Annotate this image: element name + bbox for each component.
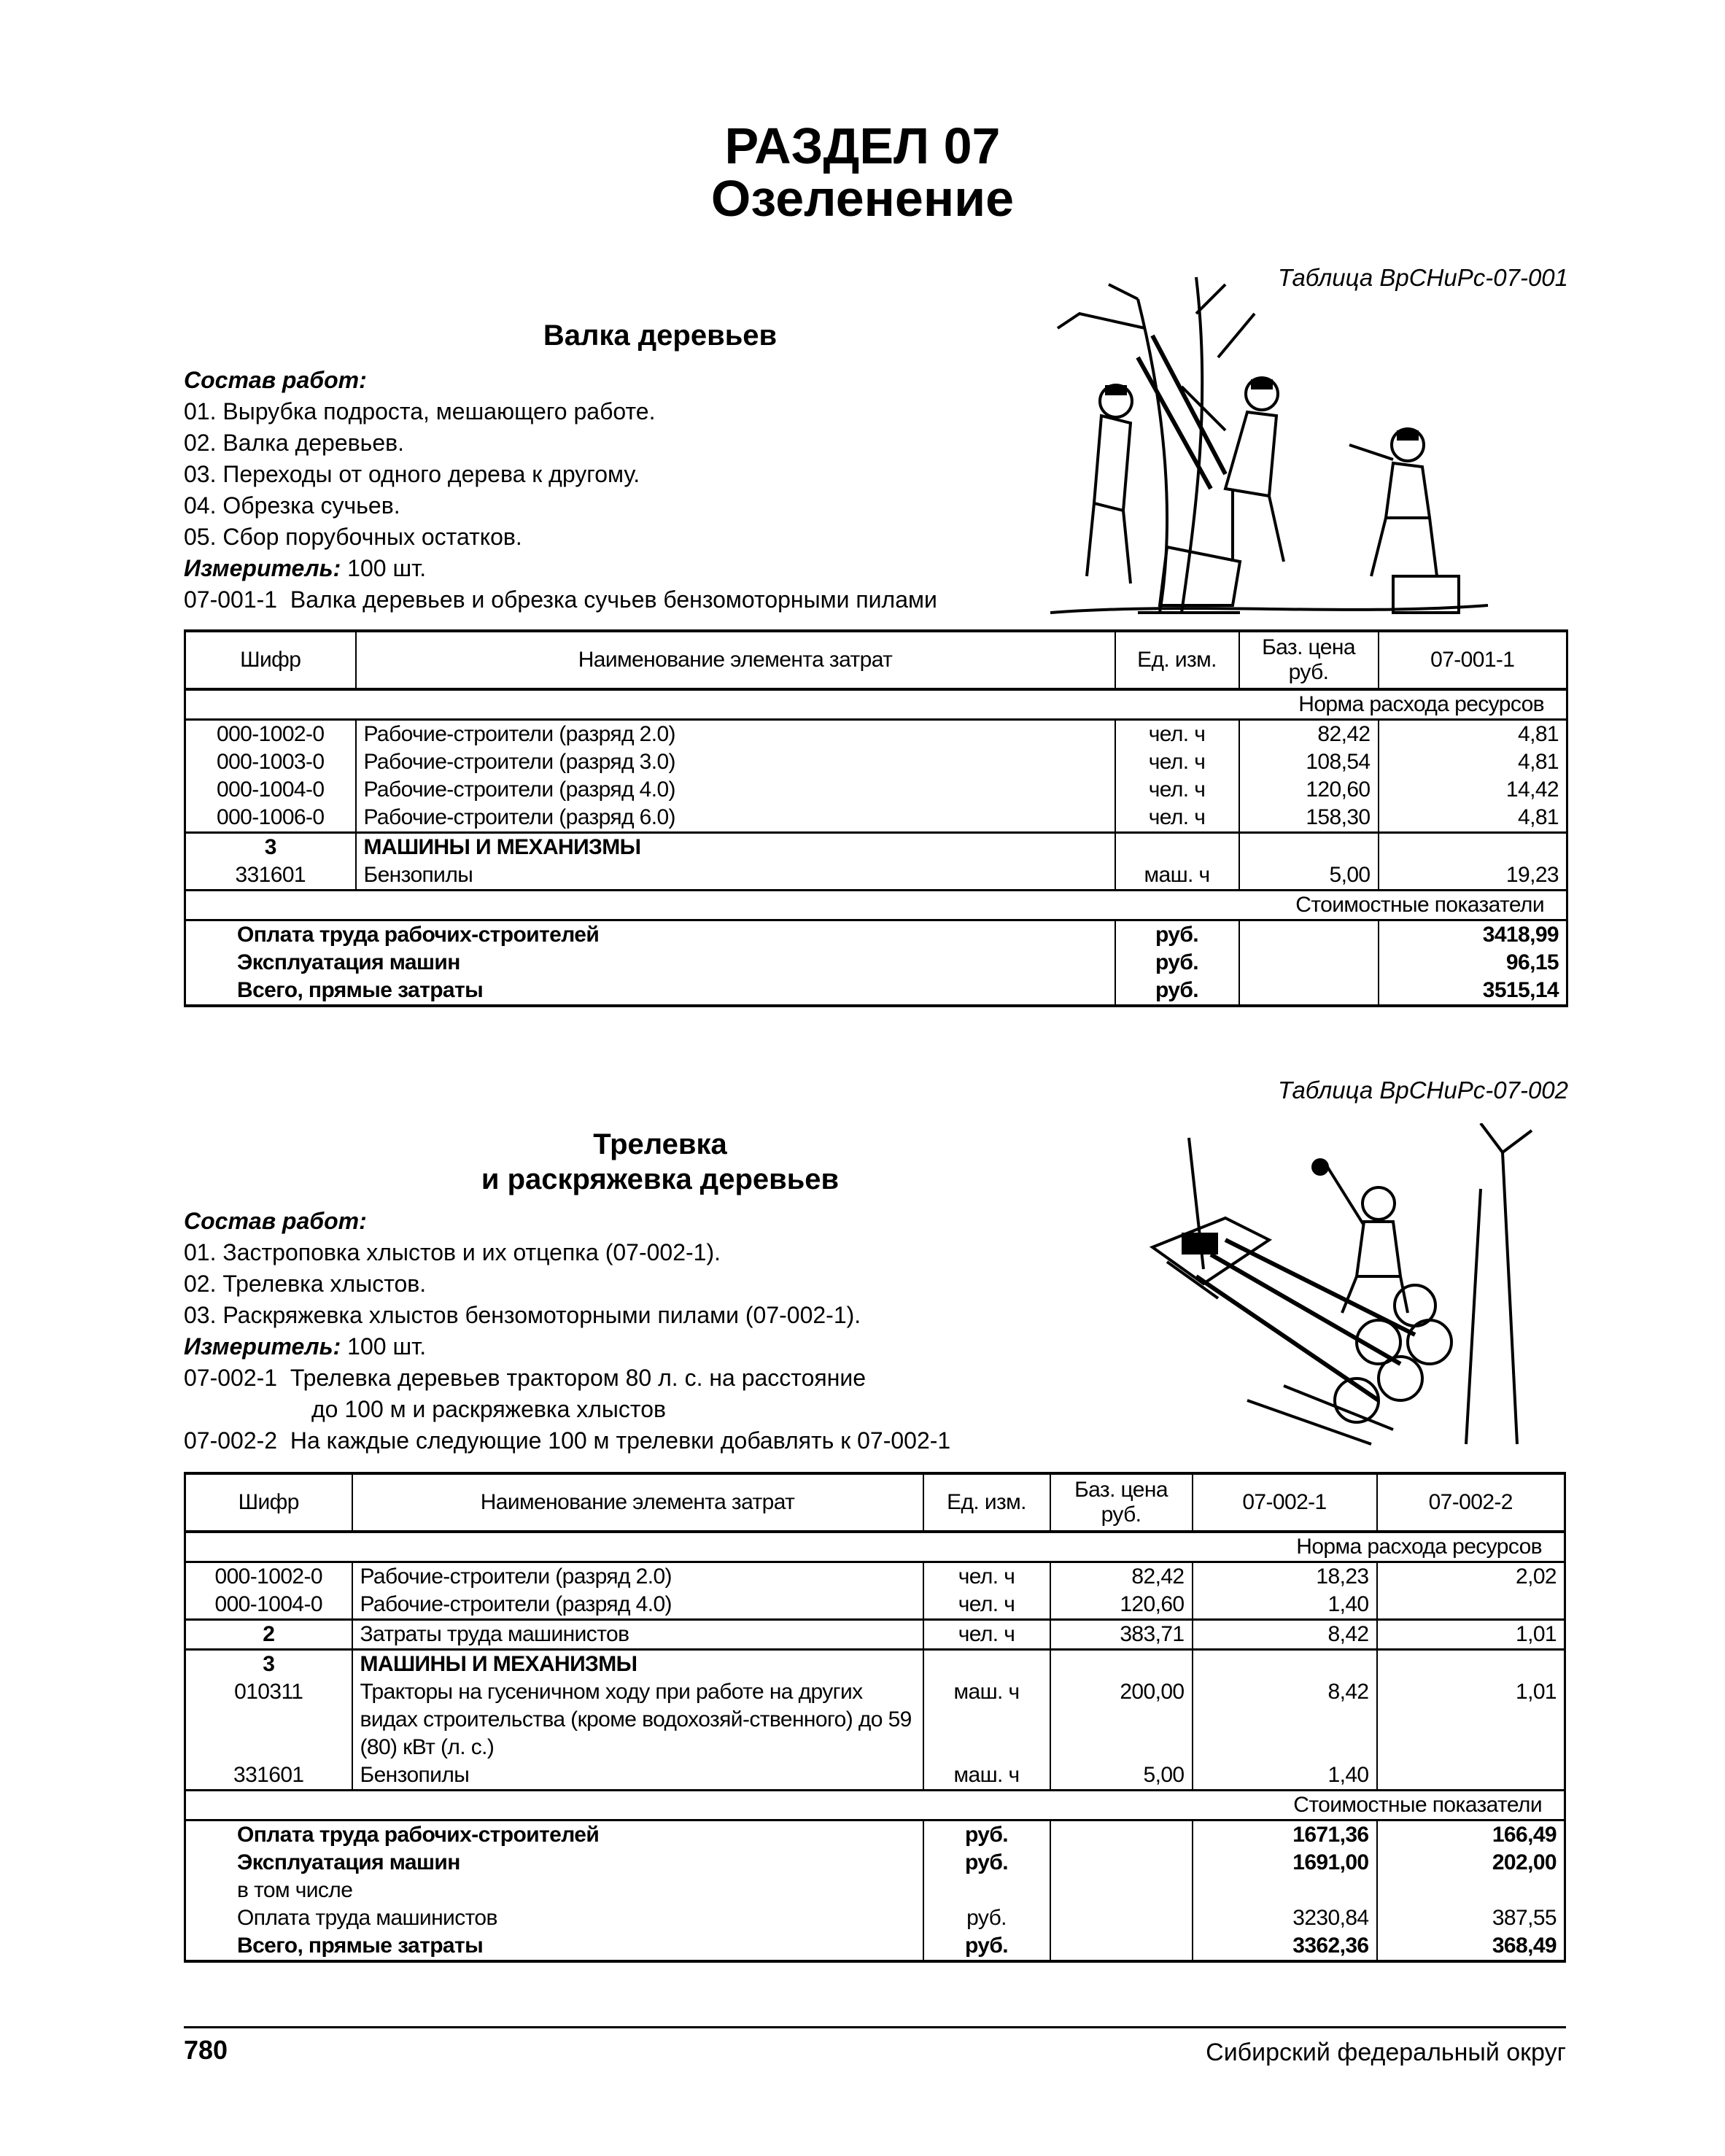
row-name: Тракторы на гусеничном ходу при работе на других видах строительства (кроме водохозяй-ственного) до 59 (80) кВт (л. с.) — [352, 1678, 923, 1761]
total-unit: руб. — [923, 1904, 1050, 1932]
row-value: 4,81 — [1379, 804, 1567, 833]
log-skidding-illustration — [1138, 1123, 1546, 1451]
row-value — [1377, 1650, 1565, 1679]
row-name: Рабочие-строители (разряд 6.0) — [356, 804, 1115, 833]
total-value: 3515,14 — [1379, 977, 1567, 1006]
table-row — [185, 776, 1567, 804]
total-price-empty — [1050, 1904, 1193, 1932]
total-value: 202,00 — [1377, 1849, 1565, 1877]
total-name: Всего, прямые затраты — [185, 1932, 923, 1961]
total-unit: руб. — [923, 1932, 1050, 1961]
column-header: Ед. изм. — [923, 1473, 1050, 1532]
block2-text — [184, 1206, 950, 1457]
row-code: 000-1002-0 — [217, 722, 325, 746]
footer-region: Сибирский федеральный округ — [1206, 2039, 1566, 2066]
row-value: 4,81 — [1379, 748, 1567, 776]
total-unit: руб. — [923, 1849, 1050, 1877]
row-code: 000-1004-0 — [217, 778, 325, 802]
column-header: Наименование элемента затрат — [352, 1473, 923, 1532]
row-value — [1379, 833, 1567, 862]
column-header: Баз. цена руб. — [1239, 631, 1379, 689]
total-price-empty — [1050, 1877, 1193, 1904]
work-item: 01. Вырубка подроста, мешающего работе. — [184, 398, 656, 424]
row-name: Затраты труда машинистов — [352, 1620, 923, 1650]
row-price: 108,54 — [1239, 748, 1379, 776]
work-item: 03. Раскряжевка хлыстов бензомоторными пилами (07-002-1). — [184, 1302, 861, 1328]
row-unit: маш. ч — [923, 1678, 1050, 1761]
norm-band-row — [185, 1532, 1565, 1562]
column-header: 07-002-1 — [1193, 1473, 1377, 1532]
table-row — [185, 1761, 1565, 1791]
table-row — [185, 833, 1567, 862]
column-header: Шифр — [185, 631, 356, 689]
table-row — [185, 1650, 1565, 1679]
row-code: 000-1003-0 — [217, 750, 325, 774]
work-item: 03. Переходы от одного дерева к другому. — [184, 461, 640, 487]
cost-label: Стоимостные показатели — [185, 891, 1567, 920]
row-value: 1,01 — [1377, 1678, 1565, 1761]
total-value: 3230,84 — [1193, 1904, 1377, 1932]
row-value: 1,40 — [1193, 1761, 1377, 1791]
total-price-empty — [1239, 920, 1379, 950]
row-value: 19,23 — [1379, 861, 1567, 891]
total-row — [185, 949, 1567, 977]
total-price-empty — [1239, 949, 1379, 977]
column-header: 07-001-1 — [1379, 631, 1567, 689]
works-label: Состав работ: — [184, 367, 367, 393]
total-value: 1691,00 — [1193, 1849, 1377, 1877]
column-header: Ед. изм. — [1115, 631, 1239, 689]
total-unit: руб. — [1115, 920, 1239, 950]
row-name: МАШИНЫ И МЕХАНИЗМЫ — [352, 1650, 923, 1679]
cost-band-row — [185, 1791, 1565, 1820]
block2-title-line1: Трелевка — [593, 1128, 727, 1160]
works-label: Состав работ: — [184, 1208, 367, 1234]
row-price: 120,60 — [1050, 1591, 1193, 1620]
table-row — [185, 861, 1567, 891]
total-price-empty — [1050, 1820, 1193, 1850]
table-ref-2: Таблица ВрСНиРс-07-002 — [1278, 1077, 1568, 1104]
total-value: 166,49 — [1377, 1820, 1565, 1850]
total-unit — [923, 1877, 1050, 1904]
row-unit: чел. ч — [923, 1591, 1050, 1620]
total-row — [185, 977, 1567, 1006]
row-price: 5,00 — [1239, 861, 1379, 891]
total-row — [185, 1904, 1565, 1932]
row-code: 010311 — [234, 1680, 303, 1704]
measure-value: 100 шт. — [347, 1333, 427, 1360]
row-value: 4,81 — [1379, 720, 1567, 749]
row-value — [1377, 1591, 1565, 1620]
page-number: 780 — [184, 2035, 228, 2065]
section-subtitle: Озеленение — [710, 170, 1015, 227]
total-value: 1671,36 — [1193, 1820, 1377, 1850]
row-value: 1,40 — [1193, 1591, 1377, 1620]
total-name: Эксплуатация машин — [237, 1850, 460, 1874]
cost-band-row — [185, 891, 1567, 920]
column-header: 07-002-2 — [1377, 1473, 1565, 1532]
norm-band-row — [185, 689, 1567, 720]
total-name: Эксплуатация машин — [237, 950, 460, 974]
work-item: 02. Трелевка хлыстов. — [184, 1271, 427, 1297]
total-unit: руб. — [923, 1820, 1050, 1850]
row-value: 2,02 — [1377, 1562, 1565, 1591]
total-unit: руб. — [1115, 977, 1239, 1006]
column-header: Баз. цена руб. — [1050, 1473, 1193, 1532]
row-name: Рабочие-строители (разряд 2.0) — [356, 720, 1115, 749]
row-code: 3 — [185, 833, 356, 862]
footer-divider — [184, 2026, 1566, 2028]
row-unit: чел. ч — [1115, 776, 1239, 804]
row-unit: чел. ч — [1115, 748, 1239, 776]
total-name: Всего, прямые затраты — [185, 977, 1115, 1006]
total-price-empty — [1050, 1932, 1193, 1961]
row-price — [1239, 833, 1379, 862]
measure-label: Измеритель: — [184, 1333, 341, 1360]
row-price: 120,60 — [1239, 776, 1379, 804]
table-row — [185, 1562, 1565, 1591]
table-row — [185, 748, 1567, 776]
cost-label: Стоимостные показатели — [185, 1791, 1565, 1820]
block1-text — [184, 365, 937, 616]
row-unit — [923, 1650, 1050, 1679]
total-price-empty — [1050, 1849, 1193, 1877]
table-ref-1: Таблица ВрСНиРс-07-001 — [1278, 264, 1568, 291]
total-value: 387,55 — [1377, 1904, 1565, 1932]
tree-felling-illustration — [1050, 270, 1575, 616]
table-header-row — [185, 1473, 1565, 1532]
row-code: 000-1002-0 — [214, 1564, 322, 1589]
total-row — [185, 1820, 1565, 1850]
row-value: 8,42 — [1193, 1678, 1377, 1761]
total-value: 3362,36 — [1193, 1932, 1377, 1961]
measure-line — [184, 1331, 950, 1362]
measure-label: Измеритель: — [184, 555, 341, 581]
measure-value: 100 шт. — [347, 555, 427, 581]
row-name: Рабочие-строители (разряд 4.0) — [352, 1591, 923, 1620]
row-code: 000-1006-0 — [217, 805, 325, 829]
row-price — [1050, 1650, 1193, 1679]
row-unit — [1115, 833, 1239, 862]
total-row — [185, 920, 1567, 950]
row-value — [1377, 1761, 1565, 1791]
row-name: Бензопилы — [356, 861, 1115, 891]
row-price: 383,71 — [1050, 1620, 1193, 1650]
row-name: Рабочие-строители (разряд 3.0) — [356, 748, 1115, 776]
row-unit: маш. ч — [923, 1761, 1050, 1791]
item-line: до 100 м и раскряжевка хлыстов — [311, 1396, 667, 1422]
row-code: 3 — [185, 1650, 352, 1679]
table-row — [185, 1591, 1565, 1620]
column-header: Шифр — [185, 1473, 352, 1532]
row-code: 2 — [185, 1620, 352, 1650]
total-price-empty — [1239, 977, 1379, 1006]
table-row — [185, 804, 1567, 833]
row-value: 18,23 — [1193, 1562, 1377, 1591]
total-value: 368,49 — [1377, 1932, 1565, 1961]
block2-title-line2: и раскряжевка деревьев — [481, 1163, 840, 1195]
total-row — [185, 1849, 1565, 1877]
item-line: 07-002-1 Трелевка деревьев трактором 80 л. с. на расстояние — [184, 1365, 867, 1391]
row-name: Рабочие-строители (разряд 2.0) — [352, 1562, 923, 1591]
row-price: 82,42 — [1239, 720, 1379, 749]
row-price: 200,00 — [1050, 1678, 1193, 1761]
item-line: 07-002-2 На каждые следующие 100 м трелевки добавлять к 07-002-1 — [184, 1427, 951, 1454]
work-item: 01. Застроповка хлыстов и их отцепка (07-002-1). — [184, 1239, 721, 1265]
measure-line — [184, 553, 937, 584]
total-value — [1377, 1877, 1565, 1904]
row-code: 000-1004-0 — [214, 1592, 322, 1616]
total-name: Оплата труда рабочих-строителей — [237, 1823, 600, 1847]
item-line: 07-001-1 Валка деревьев и обрезка сучьев бензомоторными пилами — [184, 586, 937, 613]
cost-table-1 — [184, 629, 1568, 1007]
table-row — [185, 1678, 1565, 1761]
row-value — [1193, 1650, 1377, 1679]
row-name: МАШИНЫ И МЕХАНИЗМЫ — [356, 833, 1115, 862]
work-item: 05. Сбор порубочных остатков. — [184, 524, 522, 550]
row-value: 14,42 — [1379, 776, 1567, 804]
row-unit: чел. ч — [1115, 804, 1239, 833]
row-name: Рабочие-строители (разряд 4.0) — [356, 776, 1115, 804]
row-price: 158,30 — [1239, 804, 1379, 833]
total-name: в том числе — [237, 1878, 353, 1902]
row-value: 1,01 — [1377, 1620, 1565, 1650]
total-value: 3418,99 — [1379, 920, 1567, 950]
row-name: Бензопилы — [352, 1761, 923, 1791]
row-price: 82,42 — [1050, 1562, 1193, 1591]
total-name: Оплата труда рабочих-строителей — [237, 923, 600, 947]
total-name: Оплата труда машинистов — [237, 1906, 497, 1930]
block1-title: Валка деревьев — [543, 319, 778, 352]
row-unit: чел. ч — [923, 1562, 1050, 1591]
table-row — [185, 1620, 1565, 1650]
total-value: 96,15 — [1379, 949, 1567, 977]
total-unit: руб. — [1115, 949, 1239, 977]
work-item: 04. Обрезка сучьев. — [184, 492, 400, 519]
row-price: 5,00 — [1050, 1761, 1193, 1791]
column-header: Наименование элемента затрат — [356, 631, 1115, 689]
total-value — [1193, 1877, 1377, 1904]
norm-label: Норма расхода ресурсов — [185, 1532, 1565, 1562]
total-row — [185, 1877, 1565, 1904]
row-unit: чел. ч — [1115, 720, 1239, 749]
row-unit: маш. ч — [1115, 861, 1239, 891]
work-item: 02. Валка деревьев. — [184, 430, 404, 456]
table-header-row — [185, 631, 1567, 689]
cost-table-2 — [184, 1472, 1566, 1963]
row-code: 331601 — [235, 863, 306, 887]
norm-label: Норма расхода ресурсов — [185, 689, 1567, 720]
total-row — [185, 1932, 1565, 1961]
section-title: РАЗДЕЛ 07 — [724, 117, 1001, 174]
row-code: 331601 — [233, 1763, 304, 1787]
row-value: 8,42 — [1193, 1620, 1377, 1650]
row-unit: чел. ч — [923, 1620, 1050, 1650]
table-row — [185, 720, 1567, 749]
